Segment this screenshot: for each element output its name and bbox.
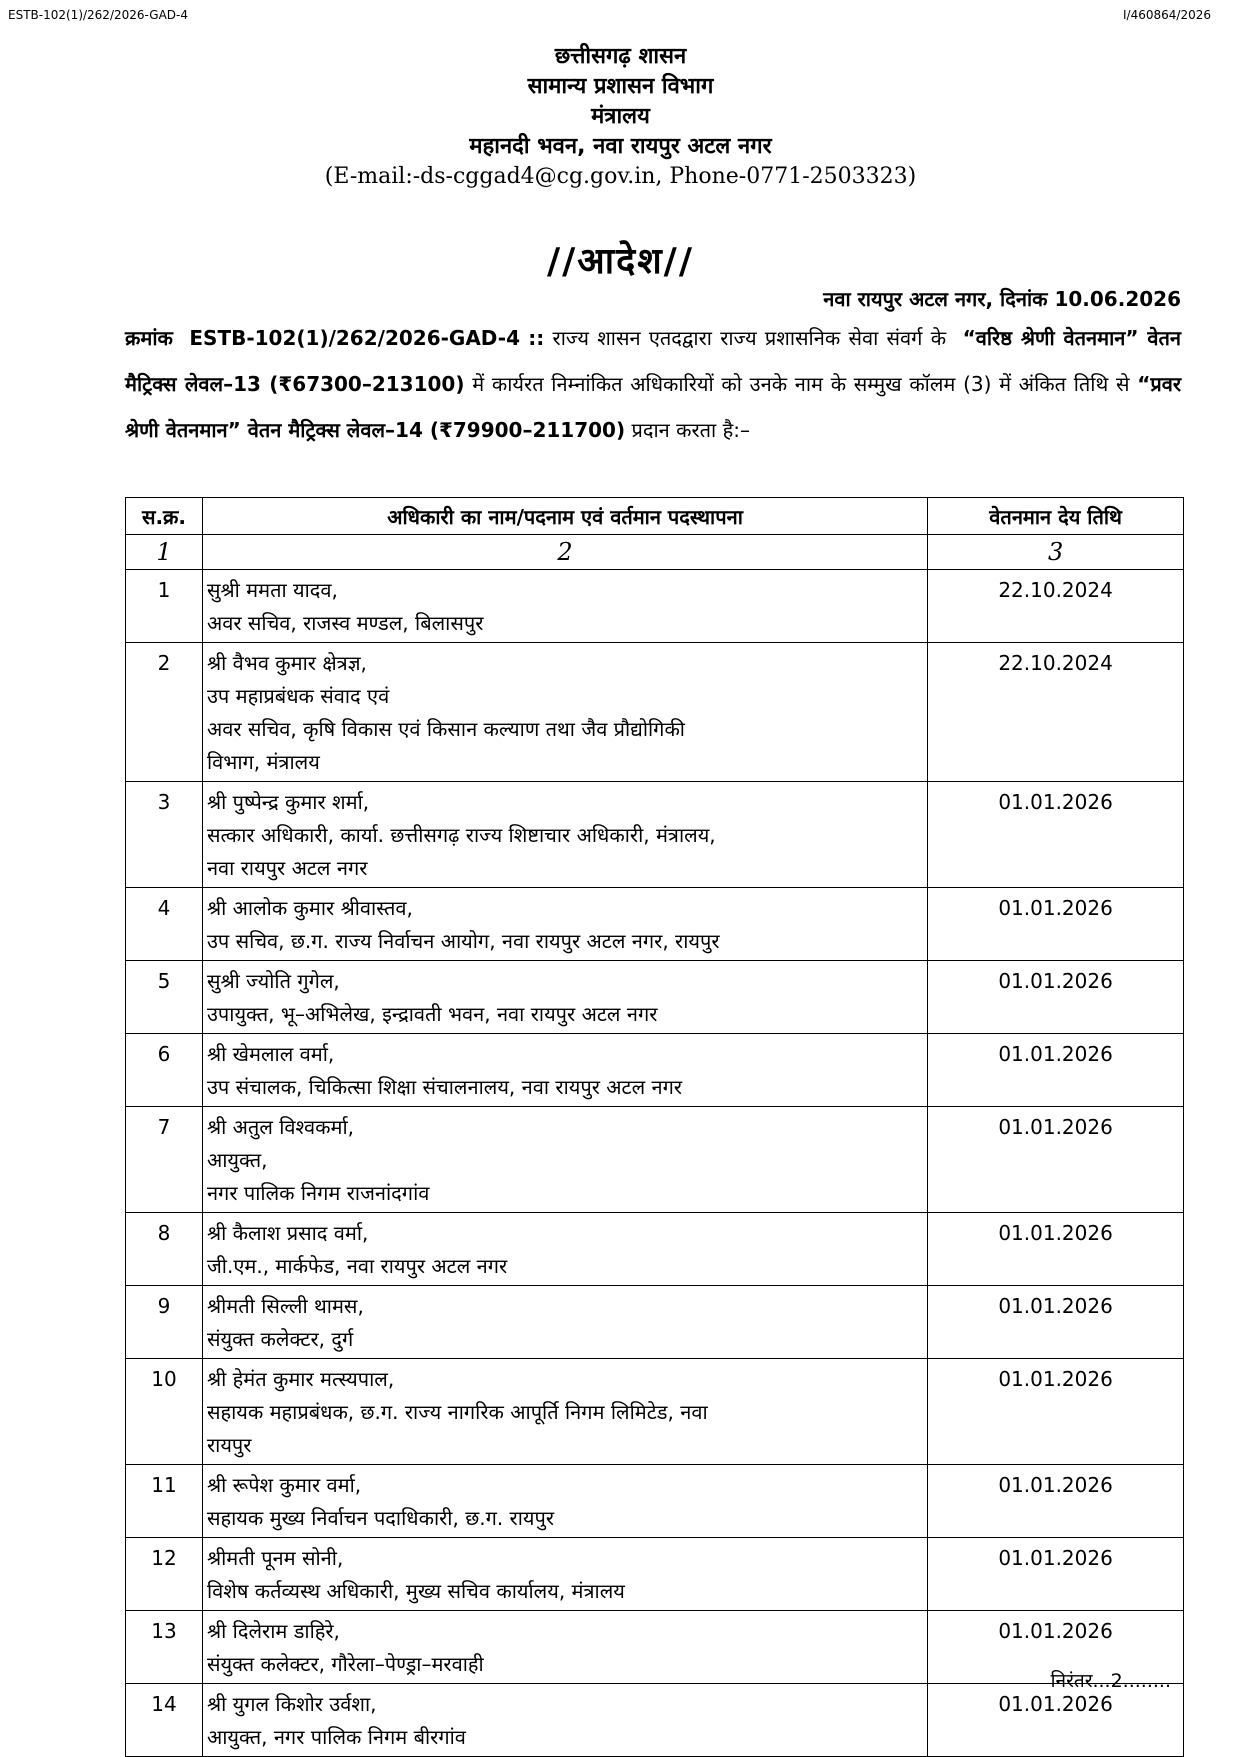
order-senior-scale: “वरिष्ठ श्रेणी वेतनमान” वेतन मैट्रिक्स लेवल–13 (₹67300–213100) [125, 326, 1181, 396]
column-number-2: 2 [202, 535, 927, 570]
row-serial: 4 [126, 888, 203, 961]
header-officer: अधिकारी का नाम/पदनाम एवं वर्तमान पदस्थापना [202, 498, 927, 535]
file-reference-top-left: ESTB-102(1)/262/2026-GAD-4 [8, 8, 189, 22]
letterhead-department: सामान्य प्रशासन विभाग [527, 74, 714, 99]
order-text-part1: राज्य शासन एतदद्वारा राज्य प्रशासनिक सेवा संवर्ग के [552, 326, 947, 350]
row-officer-details [202, 961, 927, 1034]
row-serial: 14 [126, 1684, 203, 1757]
row-pay-date: 22.10.2024 [928, 570, 1184, 643]
table-row [126, 570, 1184, 643]
row-serial: 10 [126, 1359, 203, 1465]
officer-name: सुश्री ज्योति गुगेल, [206, 969, 340, 993]
officer-posting-line: संयुक्त कलेक्टर, गौरेला–पेण्ड्रा–मरवाही [206, 1652, 484, 1676]
receipt-reference-top-right: I/460864/2026 [1123, 8, 1211, 22]
order-number-label: क्रमांक [125, 326, 173, 350]
officer-posting-line: उप महाप्रबंधक संवाद एवं [206, 684, 390, 708]
officer-posting-line: उप संचालक, चिकित्सा शिक्षा संचालनालय, नवा रायपुर अटल नगर [206, 1075, 683, 1099]
letterhead-ministry: मंत्रालय [591, 104, 650, 129]
row-serial: 3 [126, 782, 203, 888]
officer-name: श्री वैभव कुमार क्षेत्रज्ञ, [206, 651, 367, 675]
continued-note: निरंतर...2........ [1050, 1670, 1171, 1692]
officer-name: श्री दिलेराम डाहिरे, [206, 1619, 340, 1643]
officer-name: श्री युगल किशोर उर्वशा, [206, 1692, 377, 1716]
officer-posting-line: उप सचिव, छ.ग. राज्य निर्वाचन आयोग, नवा रायपुर अटल नगर, रायपुर [206, 929, 720, 953]
officer-posting-line: आयुक्त, [206, 1148, 268, 1172]
row-pay-date: 01.01.2026 [928, 1465, 1184, 1538]
letterhead-address: महानदी भवन, नवा रायपुर अटल नगर [469, 134, 772, 159]
row-pay-date: 01.01.2026 [928, 1538, 1184, 1611]
order-text-part3: प्रदान करता है:– [631, 418, 750, 442]
table-row [126, 1107, 1184, 1213]
letterhead-government: छत्तीसगढ़ शासन [554, 44, 687, 69]
table-row [126, 1213, 1184, 1286]
table-row [126, 961, 1184, 1034]
row-pay-date: 01.01.2026 [928, 1034, 1184, 1107]
row-officer-details [202, 782, 927, 888]
officer-posting-line: जी.एम., मार्कफेड, नवा रायपुर अटल नगर [206, 1254, 508, 1278]
row-pay-date: 01.01.2026 [928, 961, 1184, 1034]
row-serial: 1 [126, 570, 203, 643]
row-pay-date: 01.01.2026 [928, 1107, 1184, 1213]
table-row [126, 1034, 1184, 1107]
officers-table [125, 497, 1184, 1757]
officer-posting-line: सहायक मुख्य निर्वाचन पदाधिकारी, छ.ग. रायपुर [206, 1506, 555, 1530]
row-officer-details [202, 1538, 927, 1611]
row-officer-details [202, 570, 927, 643]
table-header-row [126, 498, 1184, 535]
order-number: ESTB-102(1)/262/2026-GAD-4 [189, 326, 520, 350]
table-row [126, 1286, 1184, 1359]
column-number-1: 1 [126, 535, 203, 570]
table-row [126, 643, 1184, 782]
row-serial: 9 [126, 1286, 203, 1359]
officer-posting-line: सत्कार अधिकारी, कार्या. छत्तीसगढ़ राज्य शिष्टाचार अधिकारी, मंत्रालय, [206, 823, 716, 847]
row-pay-date: 22.10.2024 [928, 643, 1184, 782]
row-officer-details [202, 1034, 927, 1107]
row-pay-date: 01.01.2026 [928, 782, 1184, 888]
header-date: वेतनमान देय तिथि [928, 498, 1184, 535]
officer-name: श्रीमती सिल्ली थामस, [206, 1294, 364, 1318]
order-date-line: नवा रायपुर अटल नगर, दिनांक 10.06.2026 [823, 287, 1181, 311]
table-row [126, 1465, 1184, 1538]
table-row [126, 1538, 1184, 1611]
row-officer-details [202, 1359, 927, 1465]
table-body [126, 570, 1184, 1757]
officer-posting-line: नगर पालिक निगम राजनांदगांव [206, 1181, 430, 1205]
officer-name: श्री अतुल विश्वकर्मा, [206, 1115, 355, 1139]
header-serial: स.क्र. [126, 498, 203, 535]
table-row [126, 1611, 1184, 1684]
row-serial: 7 [126, 1107, 203, 1213]
officer-name: श्री हेमंत कुमार मत्स्यपाल, [206, 1367, 395, 1391]
table-row [126, 1359, 1184, 1465]
officer-name: श्री रूपेश कुमार वर्मा, [206, 1473, 362, 1497]
officer-name: श्रीमती पूनम सोनी, [206, 1546, 344, 1570]
row-serial: 11 [126, 1465, 203, 1538]
order-body [125, 315, 1181, 453]
row-pay-date: 01.01.2026 [928, 1286, 1184, 1359]
table-row [126, 888, 1184, 961]
officer-posting-line: नवा रायपुर अटल नगर [206, 856, 368, 880]
order-title: //आदेश// [547, 241, 694, 282]
officer-posting-line: अवर सचिव, राजस्व मण्डल, बिलासपुर [206, 611, 484, 635]
officer-posting-line: संयुक्त कलेक्टर, दुर्ग [206, 1327, 354, 1351]
row-officer-details [202, 1684, 927, 1757]
officer-posting-line: उपायुक्त, भू–अभिलेख, इन्द्रावती भवन, नवा रायपुर अटल नगर [206, 1002, 658, 1026]
order-text-part2: में कार्यरत निम्नांकित अधिकारियों को उनके नाम के सम्मुख कॉलम (3) में अंकित तिथि से [472, 372, 1130, 396]
row-serial: 12 [126, 1538, 203, 1611]
officer-posting-line: अवर सचिव, कृषि विकास एवं किसान कल्याण तथा जैव प्रौद्योगिकी [206, 717, 685, 741]
officer-posting-line: सहायक महाप्रबंधक, छ.ग. राज्य नागरिक आपूर्ति निगम लिमिटेड, नवा [206, 1400, 708, 1424]
officer-posting-line: विभाग, मंत्रालय [206, 750, 320, 774]
letterhead [0, 42, 1241, 192]
row-serial: 13 [126, 1611, 203, 1684]
letterhead-contact: (E-mail:-ds-cggad4@cg.gov.in, Phone-0771-2503323) [324, 164, 917, 189]
order-separator: :: [528, 326, 545, 350]
row-officer-details [202, 1107, 927, 1213]
officer-posting-line: आयुक्त, नगर पालिक निगम बीरगांव [206, 1725, 466, 1749]
officer-name: श्री कैलाश प्रसाद वर्मा, [206, 1221, 369, 1245]
column-number-3: 3 [928, 535, 1184, 570]
row-pay-date: 01.01.2026 [928, 1213, 1184, 1286]
row-pay-date: 01.01.2026 [928, 888, 1184, 961]
row-pay-date: 01.01.2026 [928, 1359, 1184, 1465]
row-officer-details [202, 643, 927, 782]
officer-name: श्री आलोक कुमार श्रीवास्तव, [206, 896, 413, 920]
officer-name: श्री खेमलाल वर्मा, [206, 1042, 335, 1066]
table-row [126, 1684, 1184, 1757]
order-selection-scale: “प्रवर श्रेणी वेतनमान” वेतन मैट्रिक्स लेवल–14 (₹79900–211700) [125, 372, 1182, 442]
row-serial: 8 [126, 1213, 203, 1286]
officer-name: सुश्री ममता यादव, [206, 578, 338, 602]
row-serial: 5 [126, 961, 203, 1034]
row-officer-details [202, 1611, 927, 1684]
column-number-row [126, 535, 1184, 570]
row-officer-details [202, 888, 927, 961]
row-pay-date: 01.01.2026 [928, 1611, 1184, 1684]
officer-name: श्री पुष्पेन्द्र कुमार शर्मा, [206, 790, 370, 814]
row-pay-date: 01.01.2026 [928, 1684, 1184, 1757]
row-officer-details [202, 1286, 927, 1359]
row-officer-details [202, 1465, 927, 1538]
officer-posting-line: रायपुर [206, 1433, 252, 1457]
row-serial: 6 [126, 1034, 203, 1107]
officer-posting-line: विशेष कर्तव्यस्थ अधिकारी, मुख्य सचिव कार्यालय, मंत्रालय [206, 1579, 625, 1603]
table-row [126, 782, 1184, 888]
row-officer-details [202, 1213, 927, 1286]
row-serial: 2 [126, 643, 203, 782]
